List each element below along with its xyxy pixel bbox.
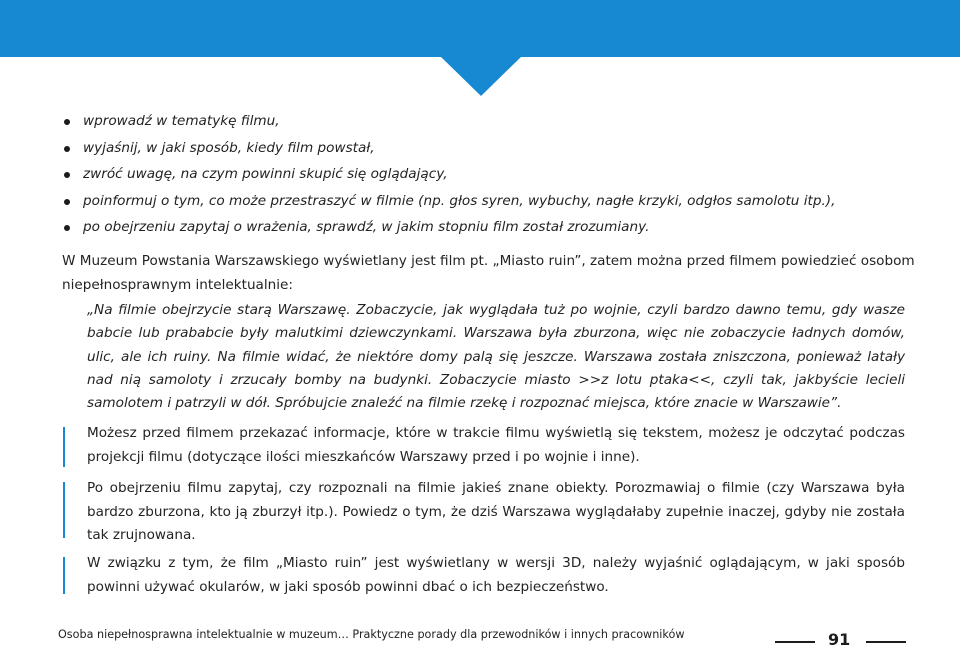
footer-rule-left [775, 641, 815, 643]
bullet-icon [64, 199, 70, 205]
note-marker [63, 557, 65, 594]
example-quote: „Na filmie obejrzycie starą Warszawę. Zobaczycie, jak wyglądała tuż po wojnie, czyli bardzo dawno temu, gdy wasze babcie lub prababcie były malutkimi dziewczynkami. Warszawa była zburzona, więc nie zobaczycie ładnych domów, ulic, ale ich ruiny. Na filmie widać, że niektóre domy palą się jeszcze. Warszawa została zniszczona, ponieważ latały nad nią samoloty i zrzucały bomby na budynki. Zobaczycie miasto >>z lotu ptaka<<, czyli tak, jakbyście lecieli samolotem i patrzyli w dół. Spróbujcie znaleźć na filmie rzekę i rozpoznać miejsca, które znacie w Warszawie”. [87, 302, 905, 412]
note-paragraph: Możesz przed filmem przekazać informacje, które w trakcie filmu wyświetlą się tekstem, możesz je odczytać podczas projekcji filmu (dotyczące ilości mieszkańców Warszawy przed i po wojnie i inne). [87, 425, 905, 465]
bullet-icon [64, 172, 70, 178]
list-item-text: po obejrzeniu zapytaj o wrażenia, sprawdź, w jakim stopniu film został zrozumiany. [83, 219, 650, 236]
tips-list [62, 108, 835, 241]
list-item-text: poinformuj o tym, co może przestraszyć w filmie (np. głos syren, wybuchy, nagłe krzyki, odgłos samolotu itp.), [83, 192, 836, 209]
list-item-text: wyjaśnij, w jaki sposób, kiedy film powstał, [83, 139, 375, 156]
footer-rule-right [866, 641, 906, 643]
intro-paragraph: W Muzeum Powstania Warszawskiego wyświetlany jest film pt. „Miasto ruin”, zatem można przed filmem powiedzieć osobom niepełnosprawnym intelektualnie: [62, 253, 915, 293]
bullet-icon [64, 146, 70, 152]
header-notch [440, 56, 522, 96]
bullet-icon [64, 225, 70, 231]
note-paragraph: Po obejrzeniu filmu zapytaj, czy rozpoznali na filmie jakieś znane obiekty. Porozmawiaj o filmie (czy Warszawa była bardzo zburzona, kto ją zburzył itp.). Powiedz o tym, że dziś Warszawa wyglądałaby zupełnie inaczej, gdyby nie została tak zrujnowana. [87, 480, 905, 543]
note-marker [63, 427, 65, 467]
list-item [62, 161, 835, 188]
header-band [0, 0, 960, 57]
list-item [62, 214, 835, 241]
list-item [62, 135, 835, 162]
list-item [62, 188, 835, 215]
note-paragraph: W związku z tym, że film „Miasto ruin” jest wyświetlany w wersji 3D, należy wyjaśnić oglądającym, w jaki sposób powinni używać okularów, w jaki sposób powinni dbać o ich bezpieczeństwo. [87, 555, 905, 595]
list-item [62, 108, 835, 135]
list-item-text: wprowadź w tematykę filmu, [83, 113, 280, 129]
note-marker [63, 482, 65, 538]
page-number: 91 [828, 630, 851, 649]
list-item-text: zwróć uwagę, na czym powinni skupić się oglądający, [83, 166, 448, 183]
footer-title: Osoba niepełnosprawna intelektualnie w muzeum… Praktyczne porady dla przewodników i innych pracowników [58, 628, 685, 641]
bullet-icon [64, 119, 70, 125]
